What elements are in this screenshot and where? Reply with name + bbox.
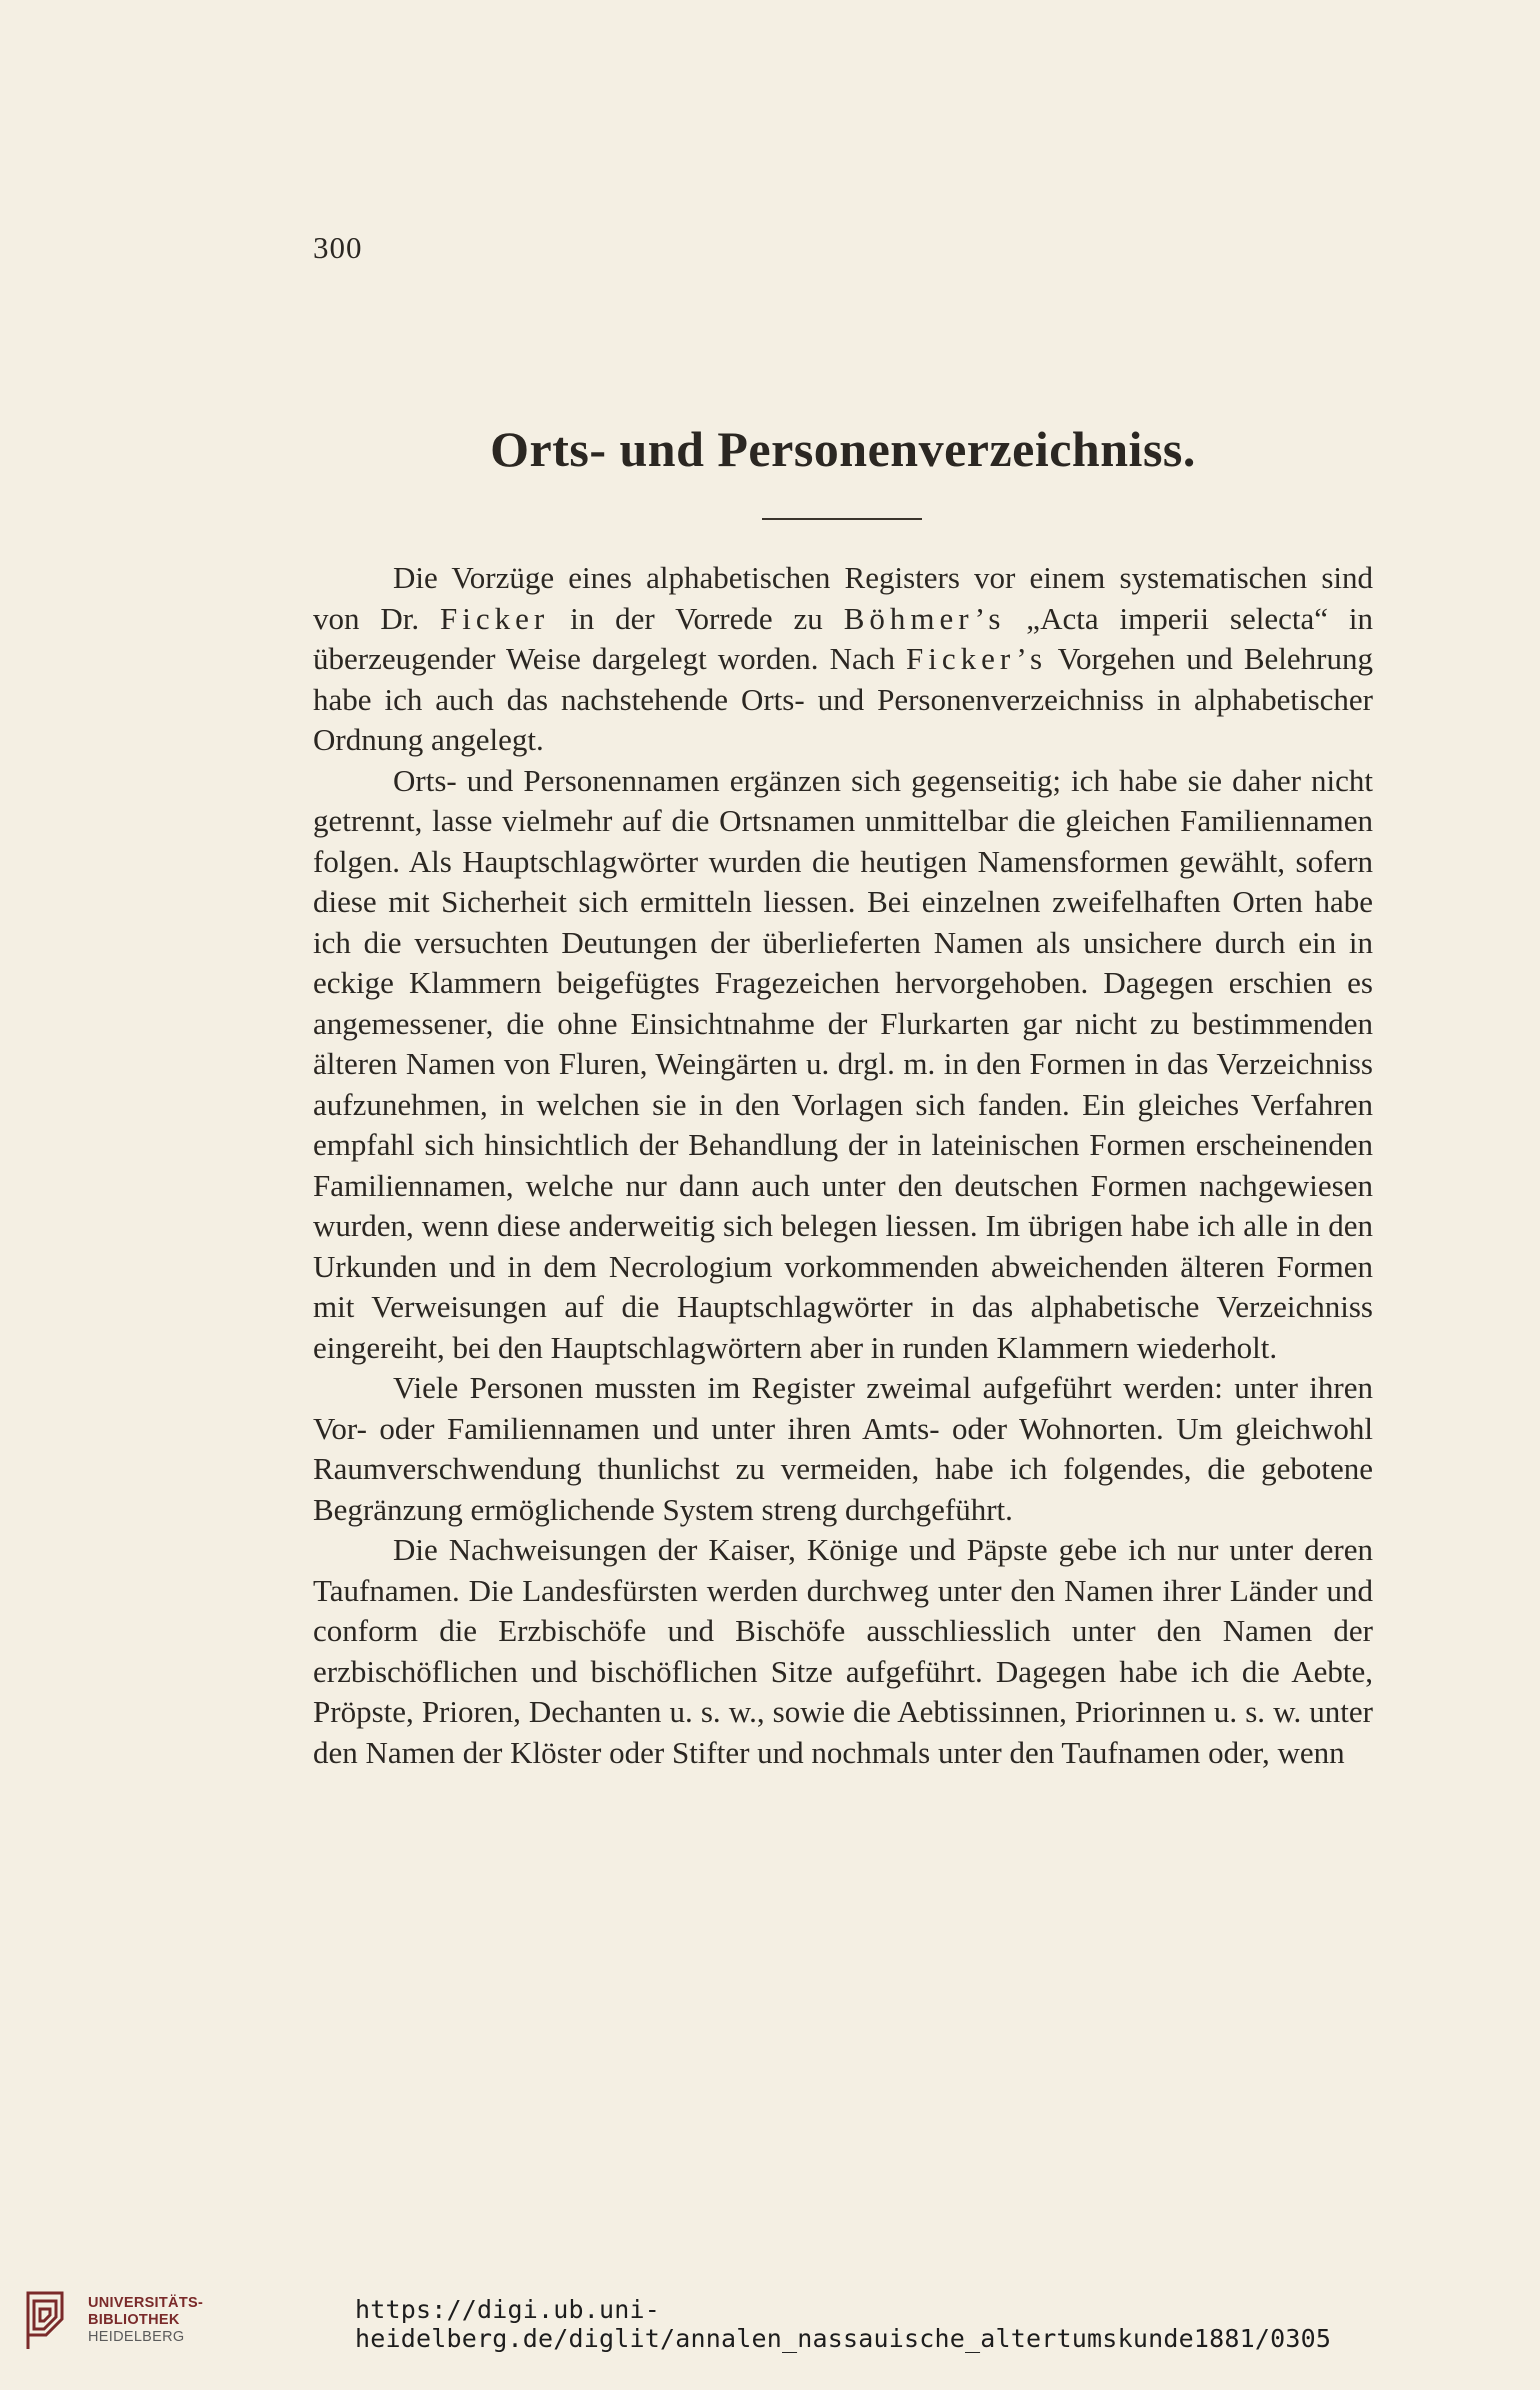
body-text [313,558,1373,1773]
paragraph [313,1368,1373,1530]
text-run: in der Vorrede zu [549,600,844,636]
text-run: Viele Personen mussten im Register zweimal aufgeführt werden: unter ihren Vor- oder Familiennamen und unter ihren Amts- oder Wohnorten. Um gleichwohl Raumverschwendung thunlichst zu vermeiden, habe ich folgendes, die gebotene Begränzung ermöglichende System streng durchgeführt. [313,1370,1373,1527]
text-run: „Acta imperii selecta“ in überzeugender Weise dargelegt worden. Nach [313,600,1374,676]
page-title: Orts- und Personenverzeichniss. [490,421,1196,477]
spaced-name: Böhmer’s [843,600,1006,636]
logo-line-1: UNIVERSITÄTS- [88,2295,204,2311]
spaced-name: Ficker’s [906,641,1048,676]
spaced-name: Ficker [440,600,550,636]
logo-line-3: HEIDELBERG [88,2329,185,2345]
library-footer [0,2275,1540,2365]
text-run: Orts- und Personennamen ergänzen sich gegenseitig; ich habe sie daher nicht getrennt, lasse vielmehr auf die Ortsnamen unmittelbar die gleichen Familiennamen folgen. Als Hauptschlagwörter wurden die heutigen Namensformen gewählt, sofern diese mit Sicherheit sich ermitteln liessen. Bei einzelnen zweifelhaften Orten habe ich die versuchten Deutungen der überlieferten Namen als unsichere durch ein in eckige Klammern beigefügtes Fragezeichen hervorgehoben. Dagegen erschien es angemessener, die ohne Einsichtnahme der Flurkarten gar nicht zu bestimmenden älteren Namen von Fluren, Weingärten u. drgl. m. in den Formen in das Verzeichniss aufzunehmen, in welchen sie in den Vorlagen sich fanden. Ein gleiches Verfahren empfahl sich hinsichtlich der Behandlung der in lateinischen Formen erscheinenden Familiennamen, welche nur dann auch unter den deutschen Formen nachgewiesen wurden, wenn diese anderweitig sich belegen liessen. Im übrigen habe ich alle in den Urkunden und in dem Necrologium vorkommenden abweichenden älteren Formen mit Verweisungen auf die Hauptschlagwörter in das alphabetische Verzeichniss eingereiht, bei den Hauptschlagwörtern aber in runden Klammern wiederholt. [313,762,1373,1365]
library-logo-icon [22,2289,68,2353]
text-run: Die Vorzüge eines alphabetischen Registers vor einem systematischen sind von Dr. [313,560,1373,636]
page-number: 300 [313,230,363,265]
source-url[interactable]: https://digi.ub.uni-heidelberg.de/diglit/annalen_nassauische_altertumskunde1881/0305 [355,2295,1332,2353]
text-run: Vorgehen und Belehrung habe ich auch das nachstehende Orts- und Personenverzeichniss in alphabetischer Ordnung angelegt. [313,641,1373,757]
paragraph [313,1530,1373,1773]
title-divider [762,518,922,520]
paragraph [313,761,1373,1369]
logo-line-2: BIBLIOTHEK [88,2312,180,2328]
paragraph [313,558,1373,761]
text-run: Die Nachweisungen der Kaiser, Könige und Päpste gebe ich nur unter deren Taufnamen. Die Landesfürsten werden durchweg unter den Namen ihrer Länder und conform die Erzbischöfe und Bischöfe ausschliesslich unter den Namen der erzbischöflichen und bischöflichen Sitze aufgeführt. Dagegen habe ich die Aebte, Pröpste, Prioren, Dechanten u. s. w., sowie die Aebtissinnen, Priorinnen u. s. w. unter den Namen der Klöster oder Stifter und nochmals unter den Taufnamen oder, wenn [313,1532,1373,1770]
library-logo-text [88,2295,203,2346]
